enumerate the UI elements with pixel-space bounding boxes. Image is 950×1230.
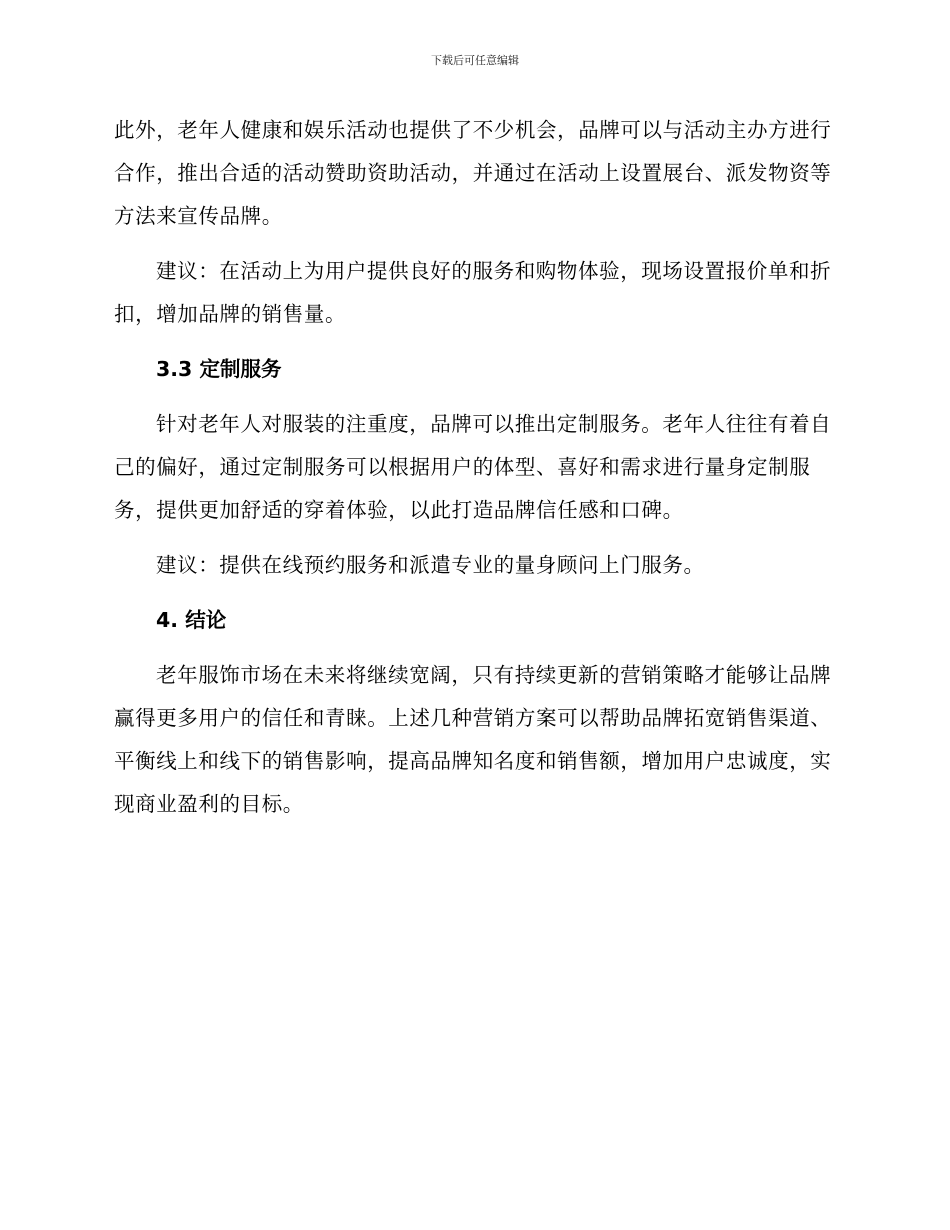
heading-custom-service: 3.3 定制服务 (156, 357, 282, 381)
document-body (114, 109, 834, 826)
paragraph-events-suggestion: 建议：在活动上为用户提供良好的服务和购物体验，现场设置报价单和折扣，增加品牌的销售量。 (114, 259, 832, 326)
heading-conclusion: 4. 结论 (156, 608, 227, 632)
page-header-note: 下载后可任意编辑 (431, 54, 519, 67)
paragraph-custom-suggestion: 建议：提供在线预约服务和派遣专业的量身顾问上门服务。 (156, 553, 705, 577)
paragraph-events-opportunity: 此外，老年人健康和娱乐活动也提供了不少机会，品牌可以与活动主办方进行合作，推出合适的活动赞助资助活动，并通过在活动上设置展台、派发物资等方法来宣传品牌。 (114, 118, 832, 228)
paragraph-conclusion: 老年服饰市场在未来将继续宽阔，只有持续更新的营销策略才能够让品牌赢得更多用户的信任和青睐。上述几种营销方案可以帮助品牌拓宽销售渠道、平衡线上和线下的销售影响，提高品牌知名度和销售额，增加用户忠诚度，实现商业盈利的目标。 (114, 663, 832, 816)
paragraph-custom-service: 针对老年人对服装的注重度，品牌可以推出定制服务。老年人往往有着自己的偏好，通过定制服务可以根据用户的体型、喜好和需求进行量身定制服务，提供更加舒适的穿着体验，以此打造品牌信任感和口碑。 (114, 412, 832, 522)
